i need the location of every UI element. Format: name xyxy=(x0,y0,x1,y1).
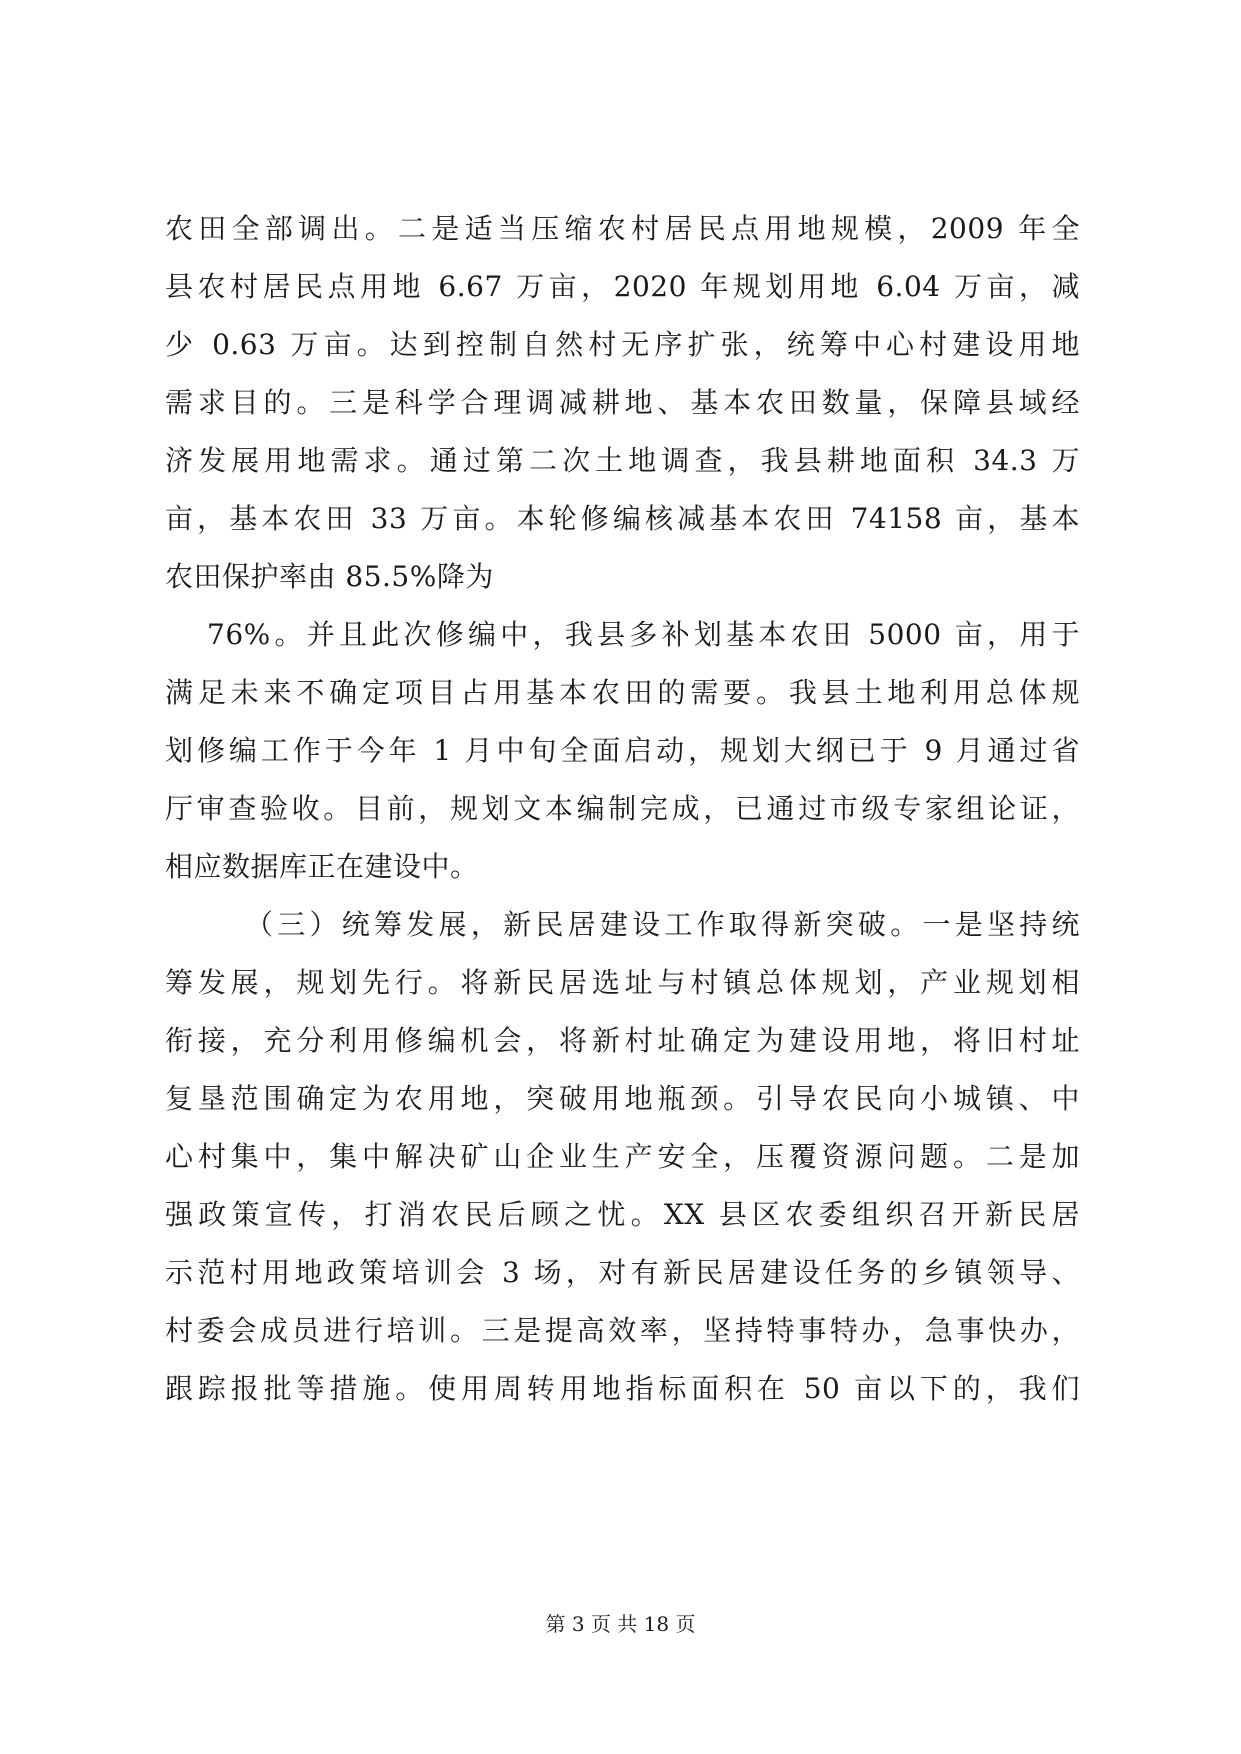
text-line: 厅审查验收。目前，规划文本编制完成，已通过市级专家组论证， xyxy=(165,792,1080,825)
text-line: 济发展用地需求。通过第二次土地调查，我县耕地面积 34.3 万 xyxy=(165,444,1080,477)
text-line: 强政策宣传，打消农民后顾之忧。XX 县区农委组织召开新民居 xyxy=(165,1198,1080,1231)
text-line: 农田保护率由 85.5%降为 xyxy=(165,560,494,593)
text-line: 复垦范围确定为农用地，突破用地瓶颈。引导农民向小城镇、中 xyxy=(165,1082,1080,1115)
text-line: 心村集中，集中解决矿山企业生产安全，压覆资源问题。二是加 xyxy=(165,1140,1080,1173)
text-line: 村委会成员进行培训。三是提高效率，坚持特事特办，急事快办， xyxy=(165,1314,1080,1347)
text-line: 亩，基本农田 33 万亩。本轮修编核减基本农田 74158 亩，基本 xyxy=(165,502,1080,535)
text-line: 跟踪报批等措施。使用周转用地指标面积在 50 亩以下的，我们 xyxy=(165,1372,1080,1405)
page-number-footer: 第 3 页 共 18 页 xyxy=(545,1612,696,1636)
text-line: 相应数据库正在建设中。 xyxy=(165,850,479,883)
text-line: 满足未来不确定项目占用基本农田的需要。我县土地利用总体规 xyxy=(165,676,1080,709)
text-line: 农田全部调出。二是适当压缩农村居民点用地规模，2009 年全 xyxy=(165,212,1080,245)
section-heading-line: （三）统筹发展，新民居建设工作取得新突破。一是坚持统 xyxy=(245,908,1080,941)
document-body xyxy=(165,200,1080,1418)
text-line: 划修编工作于今年 1 月中旬全面启动，规划大纲已于 9 月通过省 xyxy=(165,734,1080,767)
text-line: 少 0.63 万亩。达到控制自然村无序扩张，统筹中心村建设用地 xyxy=(165,328,1080,361)
text-line: 需求目的。三是科学合理调减耕地、基本农田数量，保障县域经 xyxy=(165,386,1080,419)
text-line: 76%。并且此次修编中，我县多补划基本农田 5000 亩，用于 xyxy=(207,618,1080,651)
text-line: 衔接，充分利用修编机会，将新村址确定为建设用地，将旧村址 xyxy=(165,1024,1080,1057)
text-line: 筹发展，规划先行。将新民居选址与村镇总体规划，产业规划相 xyxy=(165,966,1080,999)
text-line: 县农村居民点用地 6.67 万亩，2020 年规划用地 6.04 万亩，减 xyxy=(165,270,1080,303)
text-line: 示范村用地政策培训会 3 场，对有新民居建设任务的乡镇领导、 xyxy=(165,1256,1080,1289)
